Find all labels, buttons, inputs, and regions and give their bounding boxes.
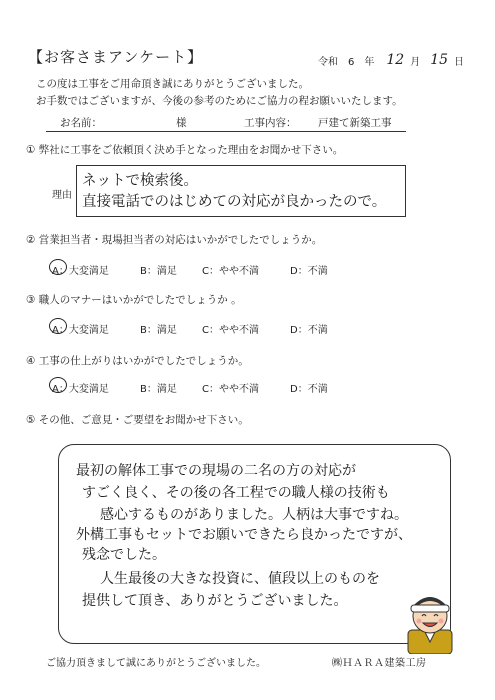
- comment-line-3: 感心するものがありました。人柄は大事ですね。: [100, 507, 408, 523]
- date-day-unit: 日: [454, 57, 465, 68]
- customer-row: [46, 114, 406, 132]
- option-c: C：やや不満: [202, 325, 259, 336]
- question-1: ① 弊社に工事をご依頼頂く決め手となった理由をお聞かせ下さい。: [26, 144, 344, 156]
- date-era: 令和: [318, 57, 338, 68]
- option-d: D：不満: [290, 325, 328, 336]
- name-label: お名前：: [60, 117, 102, 129]
- options-q2: [52, 262, 350, 277]
- survey-title: 【お客さまアンケート】: [28, 48, 204, 66]
- date-month: 12: [386, 52, 405, 68]
- question-4: ④ 工事の仕上がりはいかがでしたでしょうか。: [26, 355, 249, 367]
- comment-line-1: 最初の解体工事での現場の二名の方の対応が: [76, 463, 356, 479]
- comment-line-5: 残念でした。: [82, 547, 166, 563]
- option-d: D：不満: [290, 384, 328, 395]
- survey-date: [318, 52, 464, 68]
- question-2: ② 営業担当者・現場担当者の対応はいかがでしたでしょうか。: [26, 234, 323, 246]
- option-a: A：大変満足: [52, 325, 109, 336]
- options-q3: [52, 321, 350, 336]
- reason-label: 理由: [52, 190, 72, 201]
- date-year-unit: 年: [364, 57, 375, 68]
- intro-line-1: この度は工事をご用命頂き誠にありがとうございました。: [36, 78, 309, 90]
- option-b: B：満足: [140, 384, 177, 395]
- footer-company: ㈱ＨＡＲＡ建築工房: [332, 658, 427, 669]
- option-d: D：不満: [290, 266, 328, 277]
- question-3: ③ 職人のマナーはいかがでしたでしょうか 。: [26, 294, 242, 306]
- intro-line-2: お手数ではございますが、今後の参考のためにご協力の程お願いいたします。: [36, 95, 403, 107]
- options-q4: [52, 380, 350, 395]
- reason-answer-line-2: 直接電話でのはじめての対応が良かったので。: [82, 194, 387, 210]
- comment-line-6: 人生最後の大きな投資に、値段以上のものを: [100, 571, 380, 587]
- date-month-unit: 月: [410, 57, 421, 68]
- date-year: 6: [348, 57, 355, 68]
- comment-line-2: すごく良く、その後の各工程での職人様の技術も: [82, 485, 390, 501]
- option-b: B：満足: [140, 266, 177, 277]
- work-value: 戸建て新築工事: [318, 117, 392, 129]
- option-b: B：満足: [140, 325, 177, 336]
- footer-thanks: ご協力頂きまして誠にありがとうございました。: [46, 658, 266, 669]
- work-label: 工事内容：: [244, 117, 297, 129]
- date-day: 15: [430, 52, 449, 68]
- comment-line-4: 外構工事もセットでお願いできたら良かったですが、: [76, 527, 412, 543]
- option-c: C：やや不満: [202, 266, 259, 277]
- option-a: A：大変満足: [52, 384, 109, 395]
- question-5: ⑤ その他、ご意見・ご要望をお聞かせ下さい。: [26, 414, 249, 426]
- comment-line-7: 提供して頂き、ありがとうございました。: [82, 593, 348, 609]
- option-a: A：大変満足: [52, 266, 109, 277]
- mascot-carpenter-icon: [400, 588, 460, 654]
- reason-answer-line-1: ネットで検索後。: [82, 173, 198, 189]
- name-suffix: 様: [176, 117, 187, 129]
- intro-text: [36, 76, 403, 110]
- option-c: C：やや不満: [202, 384, 259, 395]
